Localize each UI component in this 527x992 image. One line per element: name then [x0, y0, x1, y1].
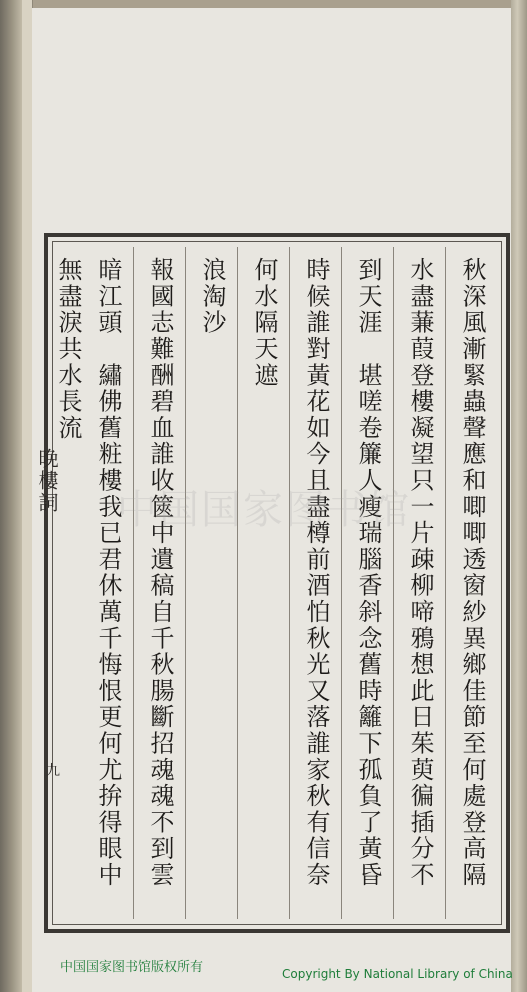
- library-watermark: 中国国家图书馆: [117, 487, 411, 533]
- column-rule: [237, 247, 238, 919]
- tune-title-column: 浪淘沙: [198, 257, 226, 336]
- text-column-7: 報國志難酬碧血誰收篋中遺稿自千秋腸斷招魂魂不到雲: [146, 257, 174, 889]
- text-frame: [44, 233, 510, 933]
- book-right-edge: [511, 0, 527, 992]
- book-page: [32, 8, 511, 992]
- text-column-3: 到天涯 堪嗟卷簾人瘦瑞腦香斜念舊時籬下孤負了黃昏: [354, 257, 382, 889]
- margin-page-number: 九: [46, 763, 60, 779]
- margin-book-title: 晚樓詞: [35, 448, 59, 514]
- column-rule: [289, 247, 290, 919]
- column-rule: [185, 247, 186, 919]
- text-column-4: 時候誰對黃花如今且盡樽前酒怕秋光又落誰家秋有信奈: [302, 257, 330, 889]
- text-column-9: 無盡淚共水長流: [54, 257, 82, 442]
- text-column-2: 水盡蒹葭登樓凝望只一片疎柳啼鴉想此日茱萸徧插分不: [406, 257, 434, 889]
- column-rule: [393, 247, 394, 919]
- text-column-8: 暗江頭 繡佛舊粧樓我已君休萬千悔恨更何尤拚得眼中: [94, 257, 122, 889]
- column-rule: [341, 247, 342, 919]
- text-column-1: 秋深風漸緊蟲聲應和唧唧透窗紗異鄉佳節至何處登高隔: [458, 257, 486, 889]
- text-column-5: 何水隔天遮: [250, 257, 278, 389]
- copyright-english: Copyright By National Library of China: [282, 967, 513, 981]
- book-binding-shadow: [0, 0, 22, 992]
- copyright-chinese: 中国国家图书馆版权所有: [60, 960, 204, 975]
- column-rule: [133, 247, 134, 919]
- column-rule: [445, 247, 446, 919]
